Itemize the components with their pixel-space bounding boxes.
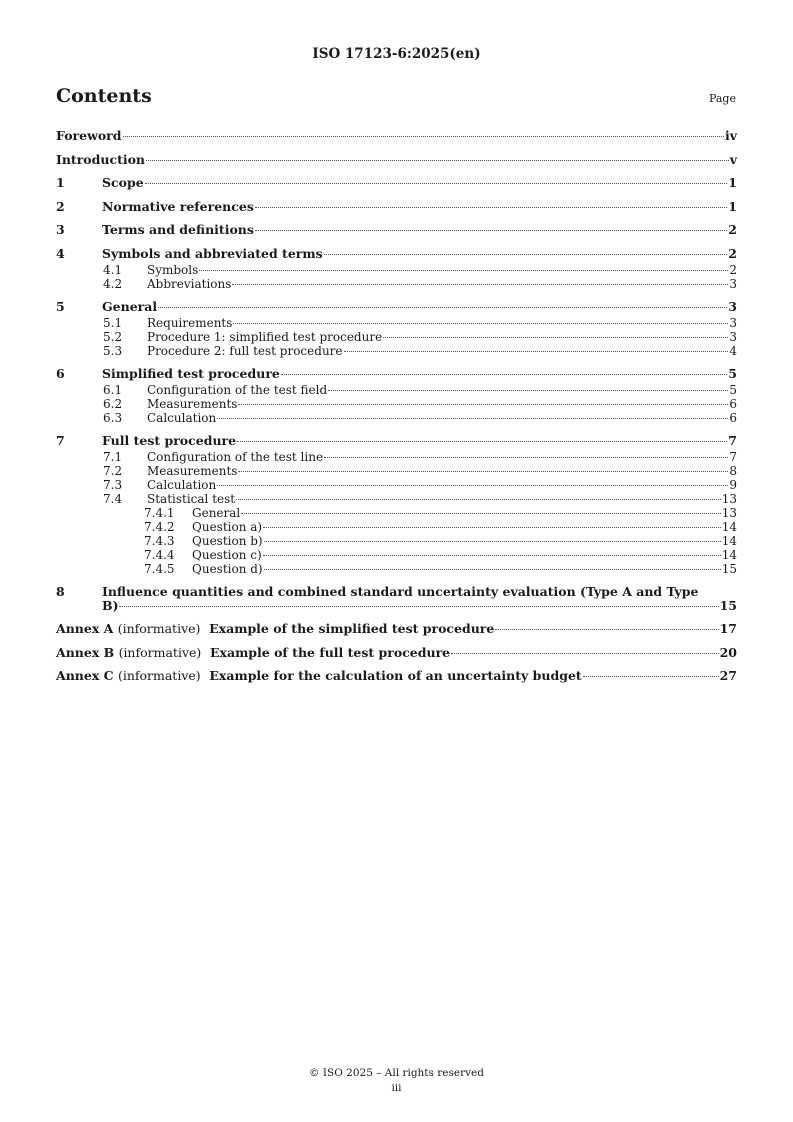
toc-entry-number: 7.4.1 — [144, 505, 175, 520]
toc-entry-7-4-2[interactable] — [56, 521, 737, 534]
toc-entry-5[interactable] — [56, 300, 737, 314]
toc-entry-title: Question a) — [192, 519, 263, 534]
toc-entry-page: 15 — [721, 561, 737, 576]
toc-entry-page: 3 — [729, 315, 737, 330]
toc-entry-page: 8 — [729, 463, 737, 478]
annex-label: Annex A — [56, 621, 114, 636]
toc-entry-7-1[interactable] — [56, 451, 737, 464]
toc-entry-6-2[interactable] — [56, 398, 737, 411]
toc-entry-page: 5 — [728, 365, 737, 381]
toc-entry-number: 6.1 — [103, 382, 123, 397]
toc-entry-number: 3 — [56, 222, 65, 237]
toc-entry-title: Measurements — [147, 396, 238, 411]
document-header: ISO 17123-6:2025(en) — [312, 46, 481, 62]
toc-entry-7-4[interactable] — [56, 493, 737, 506]
toc-entry-title: Question d) — [192, 561, 263, 576]
toc-entry-page: 13 — [721, 505, 737, 520]
toc-entry-page: 15 — [719, 597, 737, 613]
toc-entry-title: Example for the calculation of an uncertainty budget — [209, 668, 582, 683]
toc-entry-title: Symbols and abbreviated terms — [102, 245, 323, 261]
toc-entry-4-2[interactable] — [56, 278, 737, 291]
toc-entry-5-3[interactable] — [56, 345, 737, 358]
toc-entry-title: Calculation — [147, 410, 217, 425]
toc-entry-page: 17 — [719, 621, 737, 636]
toc-entry-title: Question c) — [192, 547, 262, 562]
copyright-notice: © ISO 2025 – All rights reserved — [309, 1067, 484, 1079]
toc-entry-number: 6 — [56, 365, 65, 381]
toc-entry-number: 6.3 — [103, 410, 123, 425]
toc-entry-number: 5 — [56, 298, 65, 314]
toc-entry-number: 6.2 — [103, 396, 123, 411]
toc-entry-number: 8 — [56, 583, 65, 599]
toc-entry-page: 3 — [729, 329, 737, 344]
toc-entry-page: 27 — [719, 668, 737, 683]
annex-qualifier: (informative) — [117, 621, 201, 636]
toc-entry-6-3[interactable] — [56, 412, 737, 425]
toc-entry-number: 7.3 — [103, 477, 123, 492]
toc-entry-title: Normative references — [102, 198, 254, 214]
toc-entry-number: 1 — [56, 175, 65, 190]
toc-entry-title: Statistical test — [147, 491, 236, 506]
toc-entry-number: 7.4.5 — [144, 561, 175, 576]
toc-entry-number: 7.1 — [103, 449, 123, 464]
toc-entry-5-1[interactable] — [56, 317, 737, 330]
toc-entry-title: General — [192, 505, 241, 520]
toc-entry-page: 1 — [728, 198, 737, 214]
toc-entry-number: 4.1 — [103, 262, 123, 277]
toc-entry-title: Simplified test procedure — [102, 365, 280, 381]
annex-qualifier: (informative) — [118, 644, 202, 660]
toc-entry-page: iv — [724, 128, 737, 143]
toc-entry-7[interactable] — [56, 434, 737, 448]
page-column-label: Page — [708, 92, 736, 105]
toc-entry-title: Full test procedure — [102, 432, 237, 448]
annex-label: Annex B — [56, 644, 115, 660]
toc-entry-title: General — [102, 298, 158, 314]
toc-entry-number: 7.4.3 — [144, 533, 175, 548]
page-number: iii — [391, 1082, 402, 1094]
toc-entry-title: Configuration of the test field — [147, 382, 328, 397]
toc-entry-title: Configuration of the test line — [147, 449, 324, 464]
toc-entry-page: 2 — [728, 222, 737, 237]
toc-entry-title: Scope — [102, 175, 144, 190]
toc-entry-title-line1: Influence quantities and combined standard uncertainty evaluation (Type A and Type — [102, 583, 699, 599]
toc-entry-page: 1 — [728, 175, 737, 190]
toc-entry-page: 3 — [729, 276, 737, 291]
annex-qualifier: (informative) — [117, 668, 201, 683]
toc-entry-number: 5.1 — [103, 315, 123, 330]
toc-entry-number: 5.2 — [103, 329, 123, 344]
toc-entry-number: 4.2 — [103, 276, 123, 291]
page-title: Contents — [56, 85, 152, 107]
toc-entry-5-2[interactable] — [56, 331, 737, 344]
toc-entry-page: 5 — [729, 382, 737, 397]
toc-entry-number: 7.4.2 — [144, 519, 175, 534]
toc-entry-title-line2: B) — [102, 597, 119, 613]
toc-entry-2[interactable] — [56, 200, 737, 214]
toc-entry-foreword[interactable] — [56, 129, 737, 143]
toc-entry-3[interactable] — [56, 223, 737, 237]
toc-entry-page: 2 — [729, 262, 737, 277]
toc-entry-number: 7.2 — [103, 463, 123, 478]
toc-entry-title: Symbols — [147, 262, 199, 277]
toc-entry-1[interactable] — [56, 176, 737, 190]
toc-entry-title: Example of the simplified test procedure — [209, 621, 495, 636]
toc-entry-page: 7 — [728, 432, 737, 448]
toc-entry-7-4-3[interactable] — [56, 535, 737, 548]
toc-entry-page: 13 — [721, 491, 737, 506]
table-of-contents — [56, 129, 737, 683]
toc-entry-4[interactable] — [56, 247, 737, 261]
toc-entry-title: Terms and definitions — [102, 222, 254, 237]
toc-entry-annex-a[interactable] — [56, 622, 737, 636]
toc-entry-7-2[interactable] — [56, 465, 737, 478]
toc-entry-title: Question b) — [192, 533, 263, 548]
toc-entry-number: 2 — [56, 198, 65, 214]
toc-entry-7-4-4[interactable] — [56, 549, 737, 562]
toc-entry-introduction[interactable] — [56, 153, 737, 167]
toc-entry-4-1[interactable] — [56, 264, 737, 277]
toc-entry-7-4-1[interactable] — [56, 507, 737, 520]
toc-entry-number: 7.4 — [103, 491, 123, 506]
toc-entry-title: Introduction — [56, 151, 146, 167]
toc-entry-7-4-5[interactable] — [56, 563, 737, 576]
toc-entry-title: Abbreviations — [147, 276, 232, 291]
toc-entry-title: Foreword — [56, 128, 122, 143]
toc-entry-annex-b[interactable] — [56, 646, 737, 660]
toc-entry-page: 20 — [719, 644, 737, 660]
toc-entry-title: Requirements — [147, 315, 233, 330]
toc-entry-page: 2 — [728, 245, 737, 261]
toc-entry-page: 7 — [729, 449, 737, 464]
toc-entry-number: 5.3 — [103, 343, 123, 358]
toc-entry-page: 14 — [721, 519, 737, 534]
toc-entry-7-3[interactable] — [56, 479, 737, 492]
toc-entry-title: Calculation — [147, 477, 217, 492]
toc-entry-page: 4 — [729, 343, 737, 358]
toc-entry-6[interactable] — [56, 367, 737, 381]
toc-entry-title: Procedure 1: simplified test procedure — [147, 329, 383, 344]
annex-label: Annex C — [56, 668, 114, 683]
page-footer — [0, 1066, 793, 1096]
toc-entry-title: Example of the full test procedure — [210, 644, 451, 660]
toc-entry-page: 14 — [721, 547, 737, 562]
toc-entry-number: 4 — [56, 245, 65, 261]
toc-entry-page: 6 — [729, 410, 737, 425]
toc-entry-page: 6 — [729, 396, 737, 411]
toc-entry-6-1[interactable] — [56, 384, 737, 397]
toc-entry-title: Measurements — [147, 463, 238, 478]
toc-entry-page: 14 — [721, 533, 737, 548]
toc-entry-number: 7.4.4 — [144, 547, 175, 562]
toc-entry-number: 7 — [56, 432, 65, 448]
toc-entry-title: Procedure 2: full test procedure — [147, 343, 343, 358]
toc-entry-annex-c[interactable] — [56, 669, 737, 683]
toc-entry-page: 3 — [728, 298, 737, 314]
toc-entry-page: 9 — [729, 477, 737, 492]
toc-entry-page: v — [729, 151, 737, 167]
toc-entry-8[interactable] — [56, 585, 737, 613]
